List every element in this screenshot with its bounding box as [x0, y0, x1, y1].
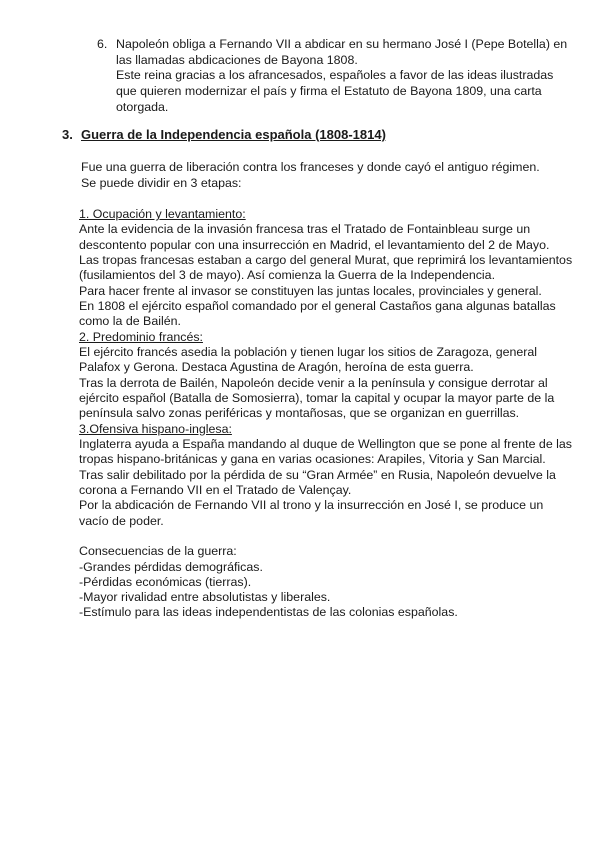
- stage1-line-6: En 1808 el ejército español comandado por el general Castaños gana algunas batallas: [79, 299, 556, 313]
- list-number-6: 6.: [97, 37, 108, 51]
- section-title: Guerra de la Independencia española (1808-1814): [81, 127, 386, 142]
- stage2-line-5: península salvo zonas periféricas y montañosas, que se organizan en guerrillas.: [79, 406, 520, 420]
- consequence-item: -Grandes pérdidas demográficas.: [79, 560, 263, 574]
- stage3-line-3: Tras salir debilitado por la pérdida de su “Gran Armée” en Rusia, Napoleón devuelve la: [79, 468, 556, 482]
- stage2-line-3: Tras la derrota de Bailén, Napoleón decide venir a la península y consigue derrotar al: [79, 376, 548, 390]
- consequence-item: -Mayor rivalidad entre absolutistas y liberales.: [79, 590, 331, 604]
- stage1-line-4: (fusilamientos del 3 de mayo). Así comienza la Guerra de la Independencia.: [79, 268, 496, 282]
- item6-line-4: que quieren modernizar el país y firma el Estatuto de Bayona 1809, una carta: [116, 84, 542, 98]
- stage1-line-1: Ante la evidencia de la invasión francesa tras el Tratado de Fontainbleau surge un: [79, 222, 531, 236]
- stage2-line-2: Palafox y Gerona. Destaca Agustina de Aragón, heroína de esta guerra.: [79, 360, 474, 374]
- consequences-heading: Consecuencias de la guerra:: [79, 544, 237, 558]
- section-number: 3.: [62, 127, 73, 142]
- item6-line-1: Napoleón obliga a Fernando VII a abdicar en su hermano José I (Pepe Botella) en: [116, 37, 568, 51]
- stage2-line-4: ejército español (Batalla de Somosierra), tomar la capital y ocupar la mayor parte de la: [79, 391, 555, 405]
- stage2-heading: 2. Predominio francés:: [79, 330, 203, 344]
- item6-line-5: otorgada.: [116, 100, 169, 114]
- stage3-heading: 3.Ofensiva hispano-inglesa:: [79, 422, 232, 436]
- stage1-line-7: como la de Bailén.: [79, 314, 181, 328]
- stage1-line-3: Las tropas francesas estaban a cargo del general Murat, que reprimirá los levantamientos: [79, 253, 573, 267]
- item6-line-3: Este reina gracias a los afrancesados, españoles a favor de las ideas ilustradas: [116, 68, 554, 82]
- consequence-item: -Pérdidas económicas (tierras).: [79, 575, 252, 589]
- stage2-line-1: El ejército francés asedia la población y tienen lugar los sitios de Zaragoza, general: [79, 345, 538, 359]
- stage3-line-2: tropas hispano-británicas y gana en varias ocasiones: Arapiles, Vitoria y San Marcial.: [79, 452, 546, 466]
- intro-line-2: Se puede dividir en 3 etapas:: [81, 176, 242, 190]
- stage1-line-5: Para hacer frente al invasor se constituyen las juntas locales, provinciales y general.: [79, 284, 542, 298]
- intro-line-1: Fue una guerra de liberación contra los franceses y donde cayó el antiguo régimen.: [81, 160, 540, 174]
- item6-line-2: las llamadas abdicaciones de Bayona 1808.: [116, 53, 358, 67]
- consequence-item: -Estímulo para las ideas independentistas de las colonias españolas.: [79, 605, 458, 619]
- stage3-line-5: Por la abdicación de Fernando VII al trono y la insurrección en José I, se produce un: [79, 498, 544, 512]
- stage1-line-2: descontento popular con una insurrección en Madrid, el levantamiento del 2 de Mayo.: [79, 238, 550, 252]
- stage3-line-4: corona a Fernando VII en el Tratado de Valençay.: [79, 483, 352, 497]
- stage3-line-6: vacío de poder.: [79, 514, 164, 528]
- stage1-heading: 1. Ocupación y levantamiento:: [79, 207, 246, 221]
- stage3-line-1: Inglaterra ayuda a España mandando al duque de Wellington que se pone al frente de las: [79, 437, 572, 451]
